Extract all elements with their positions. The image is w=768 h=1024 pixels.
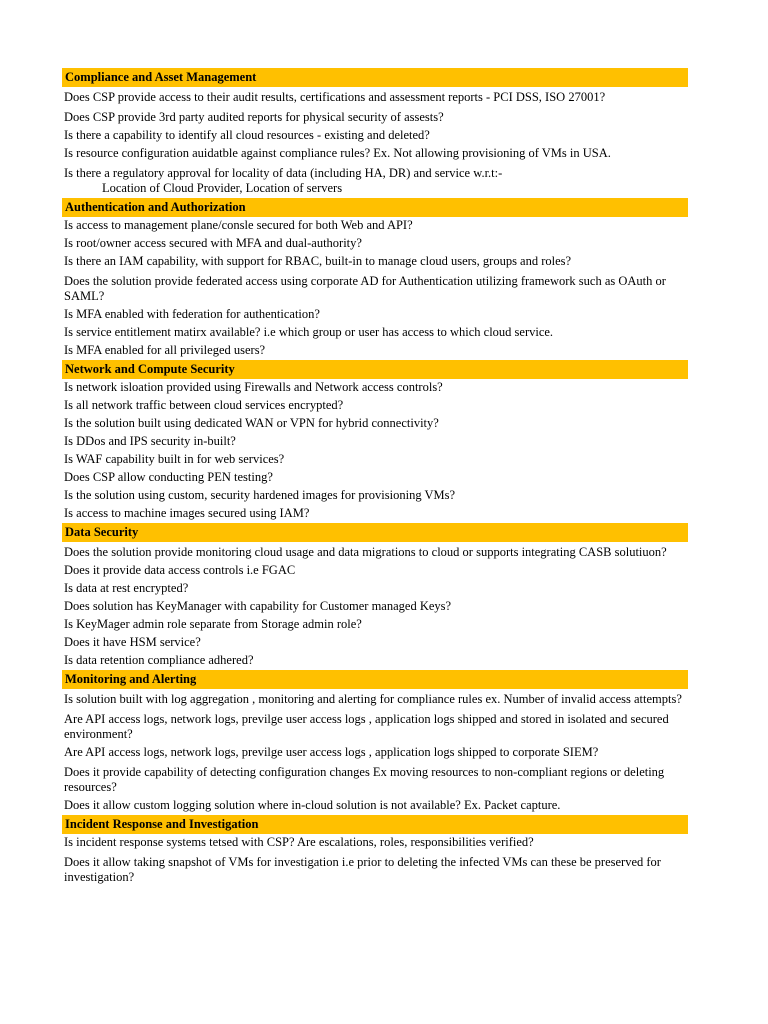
question-item: Is data at rest encrypted? [64, 581, 189, 595]
question-item: Is WAF capability built in for web services? [64, 452, 285, 466]
question-item: Is MFA enabled for all privileged users? [64, 343, 266, 357]
section-compliance-asset-management [62, 68, 688, 198]
question-item: Is root/owner access secured with MFA and dual-authority? [64, 236, 362, 250]
question-item: Is access to management plane/consle secured for both Web and API? [64, 218, 413, 232]
question-item: Does CSP provide 3rd party audited reports for physical security of assests? [64, 110, 444, 124]
question-item: Is there an IAM capability, with support for RBAC, built-in to manage cloud users, groups and roles? [64, 254, 572, 268]
question-item: Is there a capability to identify all cloud resources - existing and deleted? [64, 128, 430, 142]
question-item: Does CSP allow conducting PEN testing? [64, 470, 273, 484]
question-item [62, 163, 688, 198]
question-item: Is the solution built using dedicated WAN or VPN for hybrid connectivity? [64, 416, 439, 430]
question-item: Is MFA enabled with federation for authentication? [64, 307, 320, 321]
section-network-compute-security [62, 360, 688, 523]
section-header: Authentication and Authorization [62, 198, 688, 217]
question-item: Does it provide data access controls i.e FGAC [64, 563, 296, 577]
question-item: Is incident response systems tetsed with CSP? Are escalations, roles, responsibilities verified? [64, 835, 534, 849]
section-header: Monitoring and Alerting [62, 670, 688, 689]
question-text: Is there a regulatory approval for locality of data (including HA, DR) and service w.r.t:- [64, 166, 503, 180]
question-item: Is the solution using custom, security hardened images for provisioning VMs? [64, 488, 456, 502]
question-item: Is service entitlement matirx available? i.e which group or user has access to which cloud service. [64, 325, 554, 339]
question-item: Does it allow taking snapshot of VMs for investigation i.e prior to deleting the infected VMs can these be preserved for investigation? [64, 855, 661, 884]
question-item: Is resource configuration auidatble against compliance rules? Ex. Not allowing provisioning of VMs in USA. [64, 146, 611, 160]
section-authentication-authorization [62, 198, 688, 360]
section-incident-response-investigation [62, 815, 688, 887]
question-item: Does the solution provide federated access using corporate AD for Authentication utilizing framework such as OAuth or SAML? [64, 274, 666, 303]
section-header: Incident Response and Investigation [62, 815, 688, 834]
question-item: Is KeyMager admin role separate from Storage admin role? [64, 617, 362, 631]
question-item: Does CSP provide access to their audit results, certifications and assessment reports - PCI DSS, ISO 27001? [64, 90, 606, 104]
question-item: Is all network traffic between cloud services encrypted? [64, 398, 344, 412]
section-monitoring-alerting [62, 670, 688, 815]
question-item: Does solution has KeyManager with capability for Customer managed Keys? [64, 599, 452, 613]
question-item: Does it have HSM service? [64, 635, 201, 649]
question-item: Does it allow custom logging solution where in-cloud solution is not available? Ex. Packet capture. [64, 798, 561, 812]
question-item: Is data retention compliance adhered? [64, 653, 254, 667]
question-item: Is DDos and IPS security in-built? [64, 434, 236, 448]
section-header: Compliance and Asset Management [62, 68, 688, 87]
question-item: Does the solution provide monitoring cloud usage and data migrations to cloud or supports integrating CASB solutiuon? [64, 545, 667, 559]
document-body [62, 68, 688, 887]
question-item: Does it provide capability of detecting configuration changes Ex moving resources to non-compliant regions or deleting resources? [64, 765, 665, 794]
section-data-security [62, 523, 688, 670]
question-item: Is solution built with log aggregation , monitoring and alerting for compliance rules ex. Number of invalid access attempts? [64, 692, 682, 706]
question-sub-item: Location of Cloud Provider, Location of servers [102, 181, 343, 195]
question-item: Are API access logs, network logs, previlge user access logs , application logs shipped and stored in isolated and secured environment? [64, 712, 669, 741]
section-header: Network and Compute Security [62, 360, 688, 379]
question-item: Is network isloation provided using Firewalls and Network access controls? [64, 380, 443, 394]
question-item: Is access to machine images secured using IAM? [64, 506, 310, 520]
question-item: Are API access logs, network logs, previlge user access logs , application logs shipped to corporate SIEM? [64, 745, 599, 759]
section-header: Data Security [62, 523, 688, 542]
